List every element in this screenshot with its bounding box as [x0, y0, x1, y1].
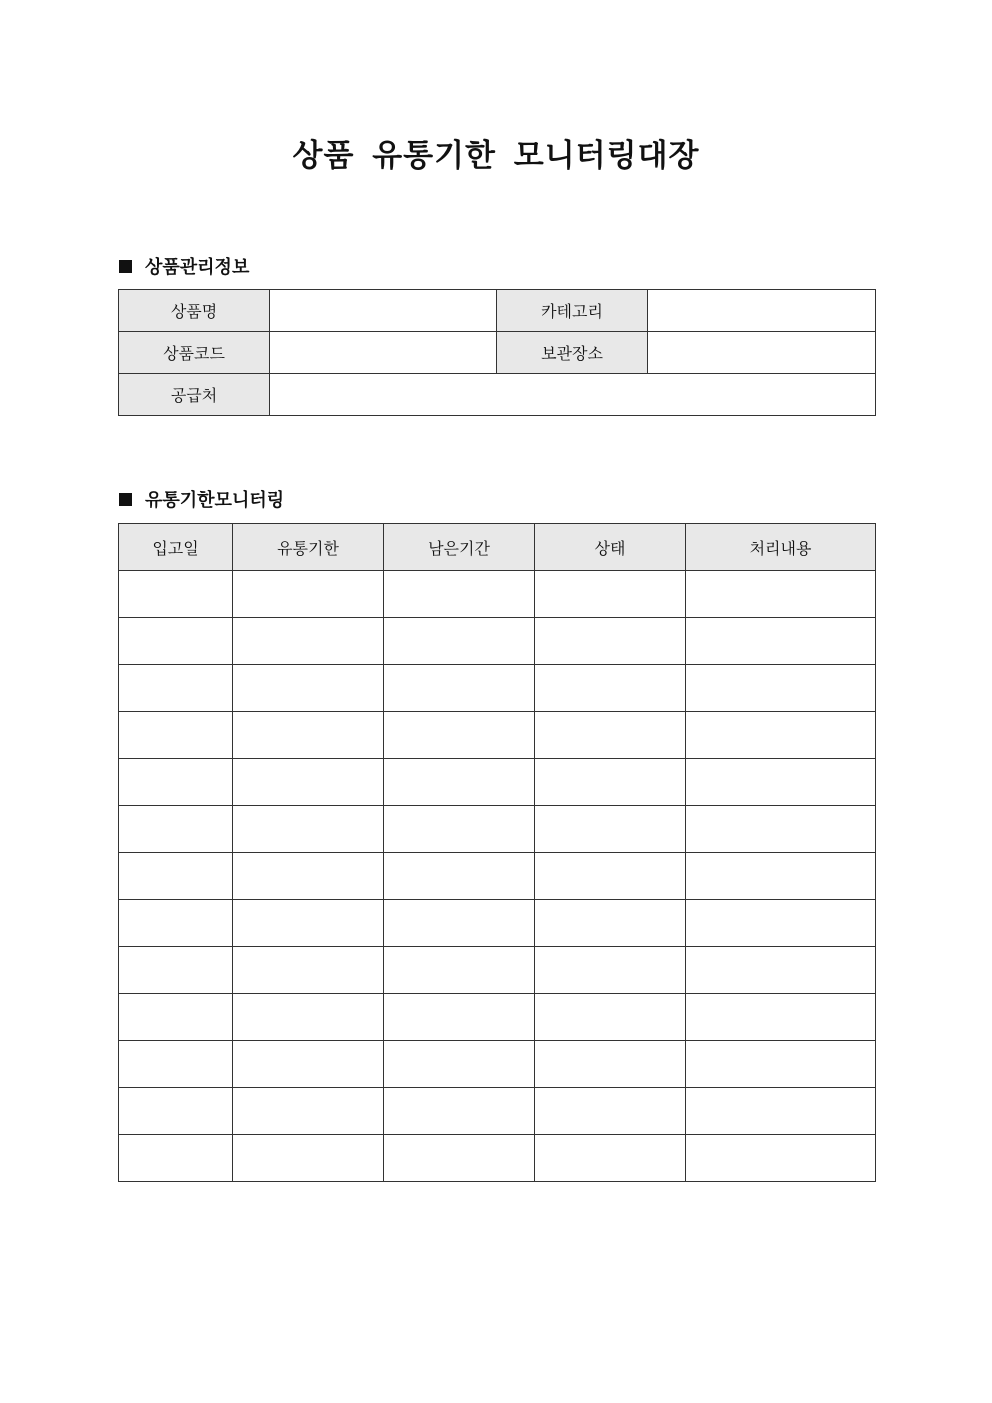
remaining-period-cell[interactable] — [384, 1135, 535, 1182]
monitoring-table-body — [119, 571, 876, 1182]
received-date-cell[interactable] — [119, 618, 233, 665]
remaining-period-cell[interactable] — [384, 1041, 535, 1088]
table-row — [119, 900, 876, 947]
expiry-date-cell[interactable] — [233, 712, 384, 759]
remaining-period-cell[interactable] — [384, 665, 535, 712]
status-cell[interactable] — [535, 1041, 686, 1088]
action-cell[interactable] — [686, 618, 876, 665]
action-cell[interactable] — [686, 947, 876, 994]
status-cell[interactable] — [535, 947, 686, 994]
square-bullet-icon — [119, 260, 132, 273]
received-date-cell[interactable] — [119, 665, 233, 712]
column-header-received-date: 입고일 — [119, 524, 233, 571]
column-header-expiry-date: 유통기한 — [233, 524, 384, 571]
table-row — [119, 947, 876, 994]
expiry-date-cell[interactable] — [233, 806, 384, 853]
expiry-date-cell[interactable] — [233, 947, 384, 994]
received-date-cell[interactable] — [119, 900, 233, 947]
status-cell[interactable] — [535, 806, 686, 853]
expiry-date-cell[interactable] — [233, 853, 384, 900]
column-header-action: 처리내용 — [686, 524, 876, 571]
table-row — [119, 374, 876, 416]
section-heading-product-info — [119, 253, 249, 279]
status-cell[interactable] — [535, 618, 686, 665]
expiry-date-cell[interactable] — [233, 1041, 384, 1088]
table-row — [119, 806, 876, 853]
action-cell[interactable] — [686, 1088, 876, 1135]
square-bullet-icon — [119, 493, 132, 506]
status-cell[interactable] — [535, 712, 686, 759]
table-row — [119, 853, 876, 900]
expiry-date-cell[interactable] — [233, 994, 384, 1041]
action-cell[interactable] — [686, 806, 876, 853]
expiry-date-cell[interactable] — [233, 1135, 384, 1182]
status-cell[interactable] — [535, 665, 686, 712]
table-row — [119, 759, 876, 806]
remaining-period-cell[interactable] — [384, 1088, 535, 1135]
section-heading-label: 유통기한모니터링 — [145, 490, 285, 511]
expiry-date-cell[interactable] — [233, 759, 384, 806]
table-row — [119, 665, 876, 712]
action-cell[interactable] — [686, 900, 876, 947]
action-cell[interactable] — [686, 1135, 876, 1182]
remaining-period-cell[interactable] — [384, 759, 535, 806]
expiry-date-cell[interactable] — [233, 665, 384, 712]
action-cell[interactable] — [686, 994, 876, 1041]
section-heading-label: 상품관리정보 — [145, 257, 250, 278]
table-row — [119, 1135, 876, 1182]
expiry-date-cell[interactable] — [233, 571, 384, 618]
remaining-period-cell[interactable] — [384, 571, 535, 618]
supplier-label: 공급처 — [119, 374, 270, 416]
status-cell[interactable] — [535, 1135, 686, 1182]
remaining-period-cell[interactable] — [384, 900, 535, 947]
product-name-field[interactable] — [270, 290, 497, 332]
table-row — [119, 994, 876, 1041]
status-cell[interactable] — [535, 853, 686, 900]
received-date-cell[interactable] — [119, 947, 233, 994]
category-field[interactable] — [648, 290, 876, 332]
received-date-cell[interactable] — [119, 759, 233, 806]
product-name-label: 상품명 — [119, 290, 270, 332]
action-cell[interactable] — [686, 759, 876, 806]
section-heading-monitoring — [119, 486, 284, 512]
action-cell[interactable] — [686, 1041, 876, 1088]
status-cell[interactable] — [535, 571, 686, 618]
received-date-cell[interactable] — [119, 1135, 233, 1182]
received-date-cell[interactable] — [119, 853, 233, 900]
received-date-cell[interactable] — [119, 1088, 233, 1135]
remaining-period-cell[interactable] — [384, 712, 535, 759]
monitoring-table — [118, 523, 876, 1182]
status-cell[interactable] — [535, 1088, 686, 1135]
remaining-period-cell[interactable] — [384, 947, 535, 994]
table-row — [119, 618, 876, 665]
action-cell[interactable] — [686, 665, 876, 712]
product-code-field[interactable] — [270, 332, 497, 374]
expiry-date-cell[interactable] — [233, 900, 384, 947]
table-row — [119, 1041, 876, 1088]
table-row — [119, 712, 876, 759]
storage-location-field[interactable] — [648, 332, 876, 374]
table-row — [119, 571, 876, 618]
received-date-cell[interactable] — [119, 1041, 233, 1088]
supplier-field[interactable] — [270, 374, 876, 416]
page-title: 상품 유통기한 모니터링대장 — [292, 138, 700, 174]
received-date-cell[interactable] — [119, 712, 233, 759]
action-cell[interactable] — [686, 712, 876, 759]
remaining-period-cell[interactable] — [384, 806, 535, 853]
table-row — [119, 1088, 876, 1135]
table-header-row — [119, 524, 876, 571]
table-row — [119, 290, 876, 332]
status-cell[interactable] — [535, 759, 686, 806]
received-date-cell[interactable] — [119, 571, 233, 618]
remaining-period-cell[interactable] — [384, 618, 535, 665]
action-cell[interactable] — [686, 571, 876, 618]
received-date-cell[interactable] — [119, 806, 233, 853]
status-cell[interactable] — [535, 994, 686, 1041]
category-label: 카테고리 — [497, 290, 648, 332]
expiry-date-cell[interactable] — [233, 1088, 384, 1135]
column-header-remaining-period: 남은기간 — [384, 524, 535, 571]
status-cell[interactable] — [535, 900, 686, 947]
action-cell[interactable] — [686, 853, 876, 900]
table-row — [119, 332, 876, 374]
column-header-status: 상태 — [535, 524, 686, 571]
product-info-table — [118, 289, 876, 416]
remaining-period-cell[interactable] — [384, 994, 535, 1041]
received-date-cell[interactable] — [119, 994, 233, 1041]
expiry-date-cell[interactable] — [233, 618, 384, 665]
product-code-label: 상품코드 — [119, 332, 270, 374]
storage-location-label: 보관장소 — [497, 332, 648, 374]
remaining-period-cell[interactable] — [384, 853, 535, 900]
